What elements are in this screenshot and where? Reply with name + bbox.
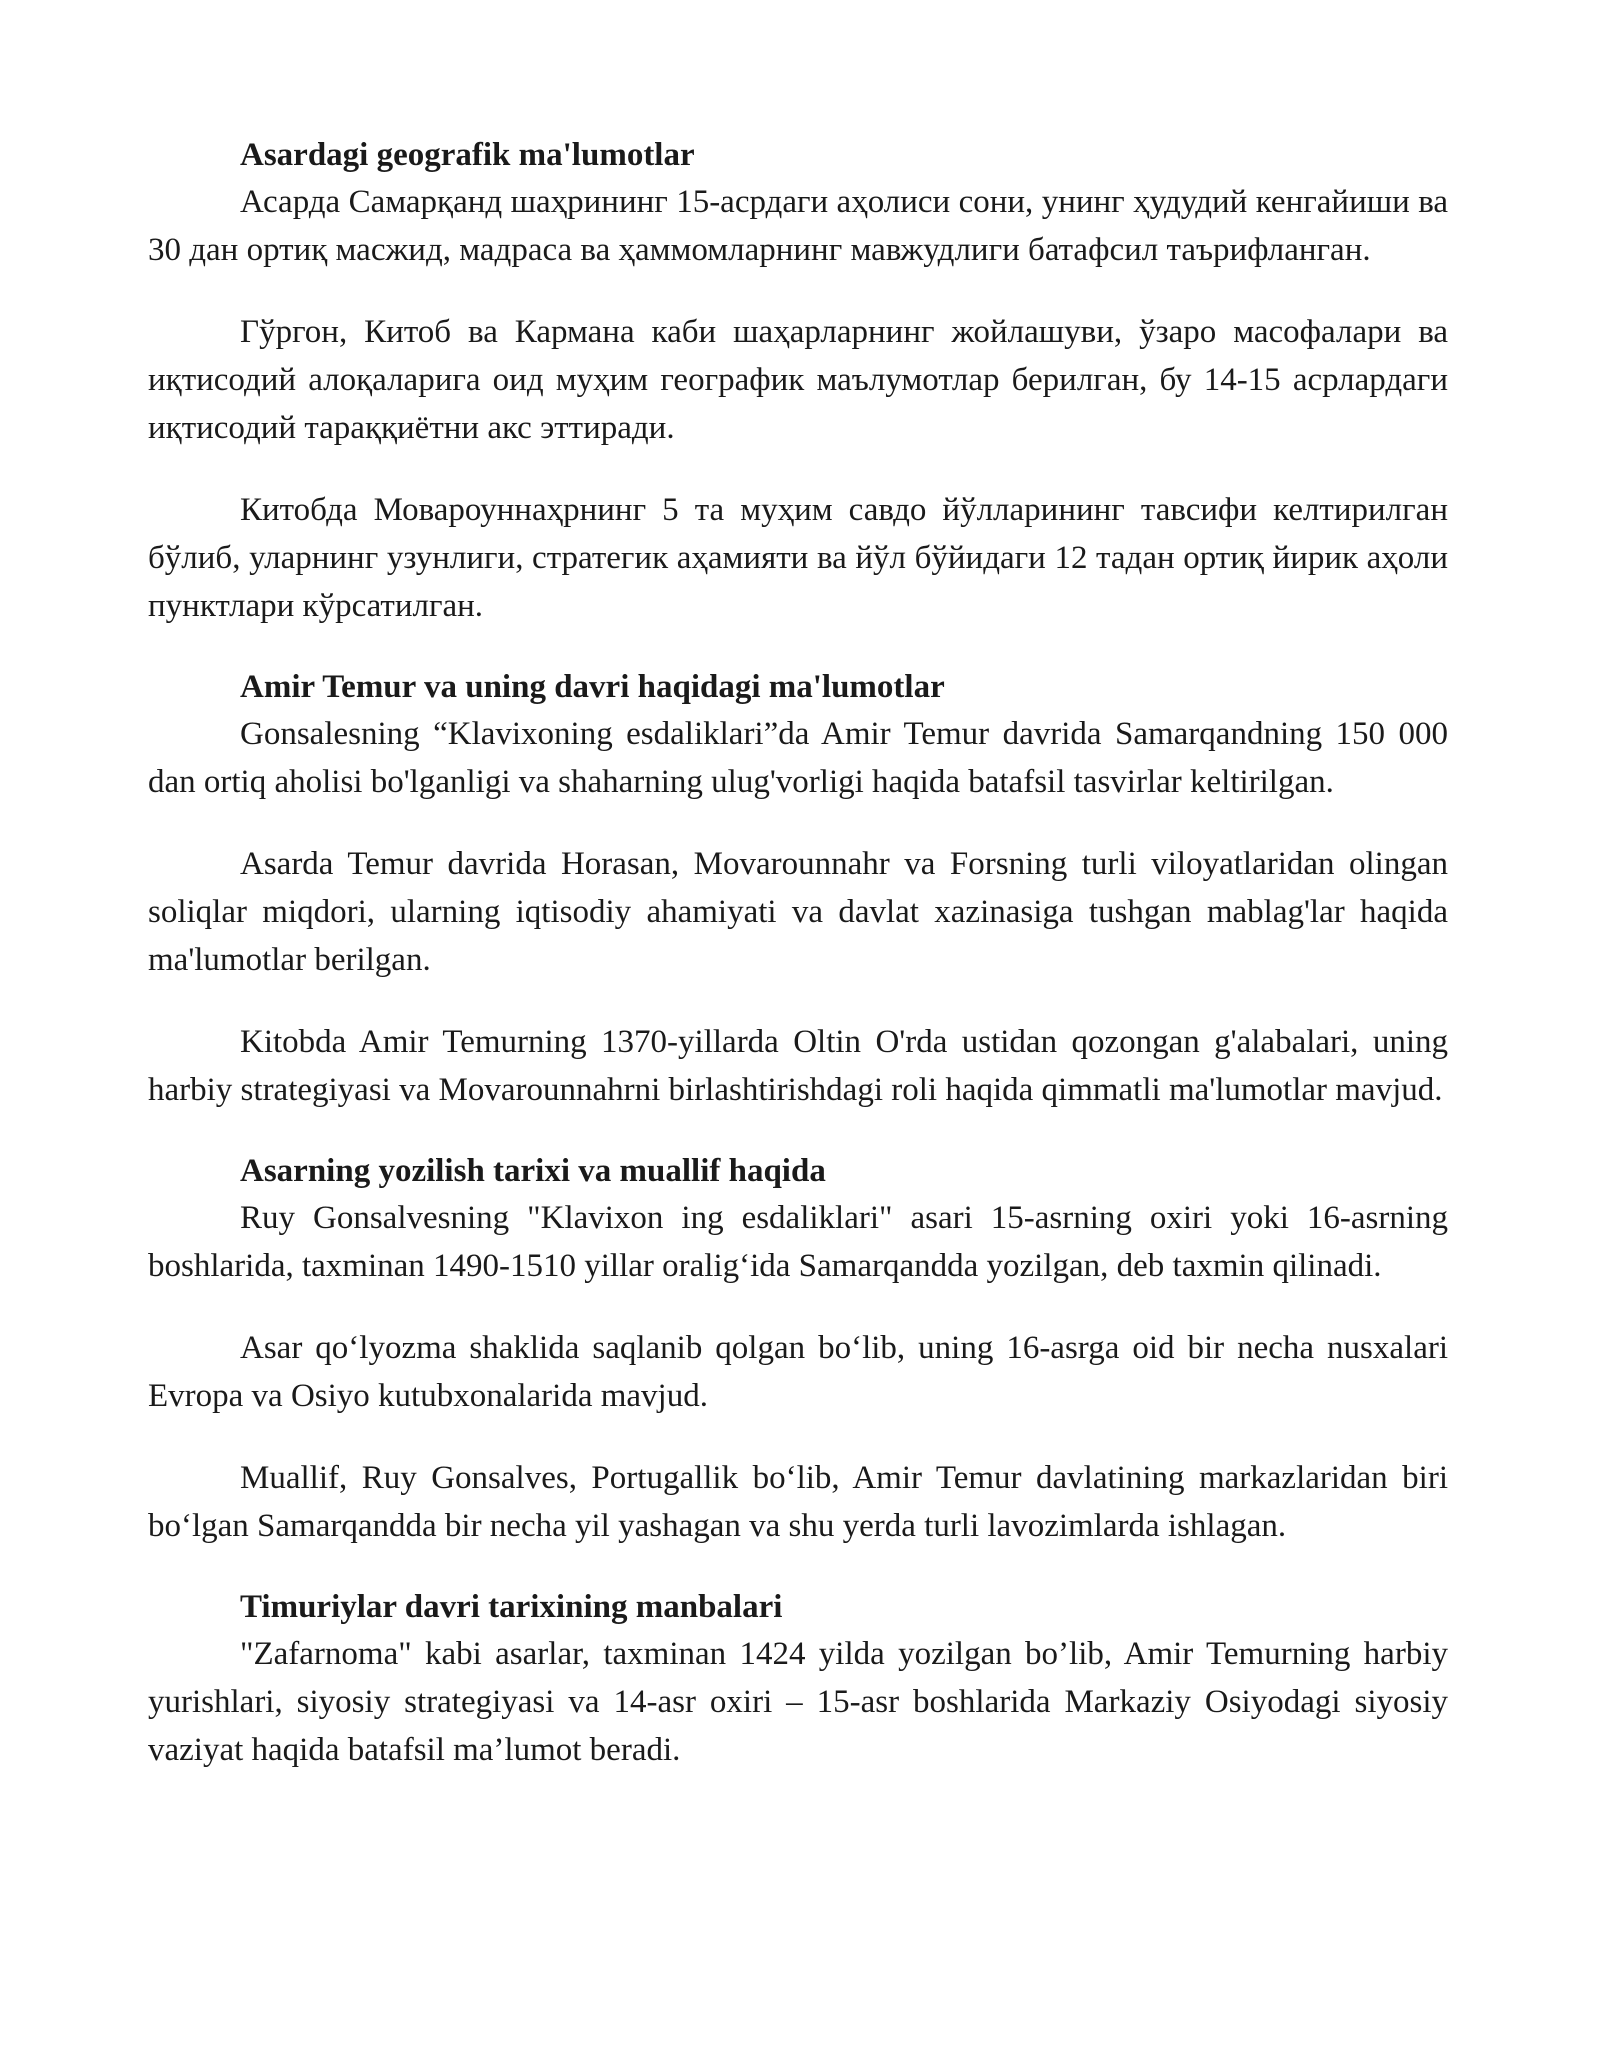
section-heading: Asardagi geografik ma'lumotlar [240, 137, 695, 173]
paragraph: "Zafarnoma" kabi asarlar, taxminan 1424 yilda yozilgan bo’lib, Amir Temurning harbiy yurishlari, siyosiy strategiyasi va 14-asr oxiri – 15-asr boshlarida Markaziy Osiyodagi siyosiy vaziyat haqida batafsil ma’lumot beradi. [148, 1636, 1448, 1768]
paragraph: Gonsalesning “Klavixoning esdaliklari”da Amir Temur davrida Samarqandning 150 000 dan ortiq aholisi bo'lganligi va shaharning ulug'vorligi haqida batafsil tasvirlar keltirilgan. [148, 716, 1448, 800]
paragraph: Asar qo‘lyozma shaklida saqlanib qolgan bo‘lib, uning 16-asrga oid bir necha nusxalari Evropa va Osiyo kutubxonalarida mavjud. [148, 1330, 1448, 1414]
section-heading: Amir Temur va uning davri haqidagi ma'lumotlar [240, 669, 945, 705]
paragraph: Asarda Temur davrida Horasan, Movarounnahr va Forsning turli viloyatlaridan olingan soliqlar miqdori, ularning iqtisodiy ahamiyati va davlat xazinasiga tushgan mablag'lar haqida ma'lumotlar berilgan. [148, 846, 1448, 978]
paragraph: Ruy Gonsalvesning "Klavixon ing esdaliklari" asari 15-asrning oxiri yoki 16-asrning boshlarida, taxminan 1490-1510 yillar oralig‘ida Samarqandda yozilgan, deb taxmin qilinadi. [148, 1200, 1448, 1284]
paragraph: Kitobda Amir Temurning 1370-yillarda Oltin O'rda ustidan qozongan g'alabalari, uning harbiy strategiyasi va Movarounnahrni birlashtirishdagi roli haqida qimmatli ma'lumotlar mavjud. [148, 1024, 1448, 1108]
paragraph: Китобда Мовароуннаҳрнинг 5 та муҳим савдо йўлларининг тавсифи келтирилган бўлиб, уларнинг узунлиги, стратегик аҳамияти ва йўл бўйидаги 12 тадан ортиқ йирик аҳоли пунктлари кўрсатилган. [148, 492, 1448, 624]
paragraph: Асарда Самарқанд шаҳрининг 15-асрдаги аҳолиси сони, унинг ҳудудий кенгайиши ва 30 дан ортиқ масжид, мадраса ва ҳаммомларнинг мавжудлиги батафсил таърифланган. [148, 184, 1448, 268]
document-page [148, 132, 1448, 1774]
section-timurid-sources [148, 1584, 1448, 1774]
section-amir-temur [148, 664, 1448, 1114]
section-heading: Timuriylar davri tarixining manbalari [240, 1589, 783, 1625]
section-geography [148, 132, 1448, 630]
paragraph: Muallif, Ruy Gonsalves, Portugallik bo‘lib, Amir Temur davlatining markazlaridan biri bo‘lgan Samarqandda bir necha yil yashagan va shu yerda turli lavozimlarda ishlagan. [148, 1460, 1448, 1544]
section-heading: Asarning yozilish tarixi va muallif haqida [240, 1153, 826, 1189]
section-writing-history [148, 1148, 1448, 1550]
paragraph: Гўргон, Китоб ва Кармана каби шаҳарларнинг жойлашуви, ўзаро масофалари ва иқтисодий алоқаларига оид муҳим географик маълумотлар берилган, бу 14-15 асрлардаги иқтисодий тараққиётни акс эттиради. [148, 314, 1448, 446]
